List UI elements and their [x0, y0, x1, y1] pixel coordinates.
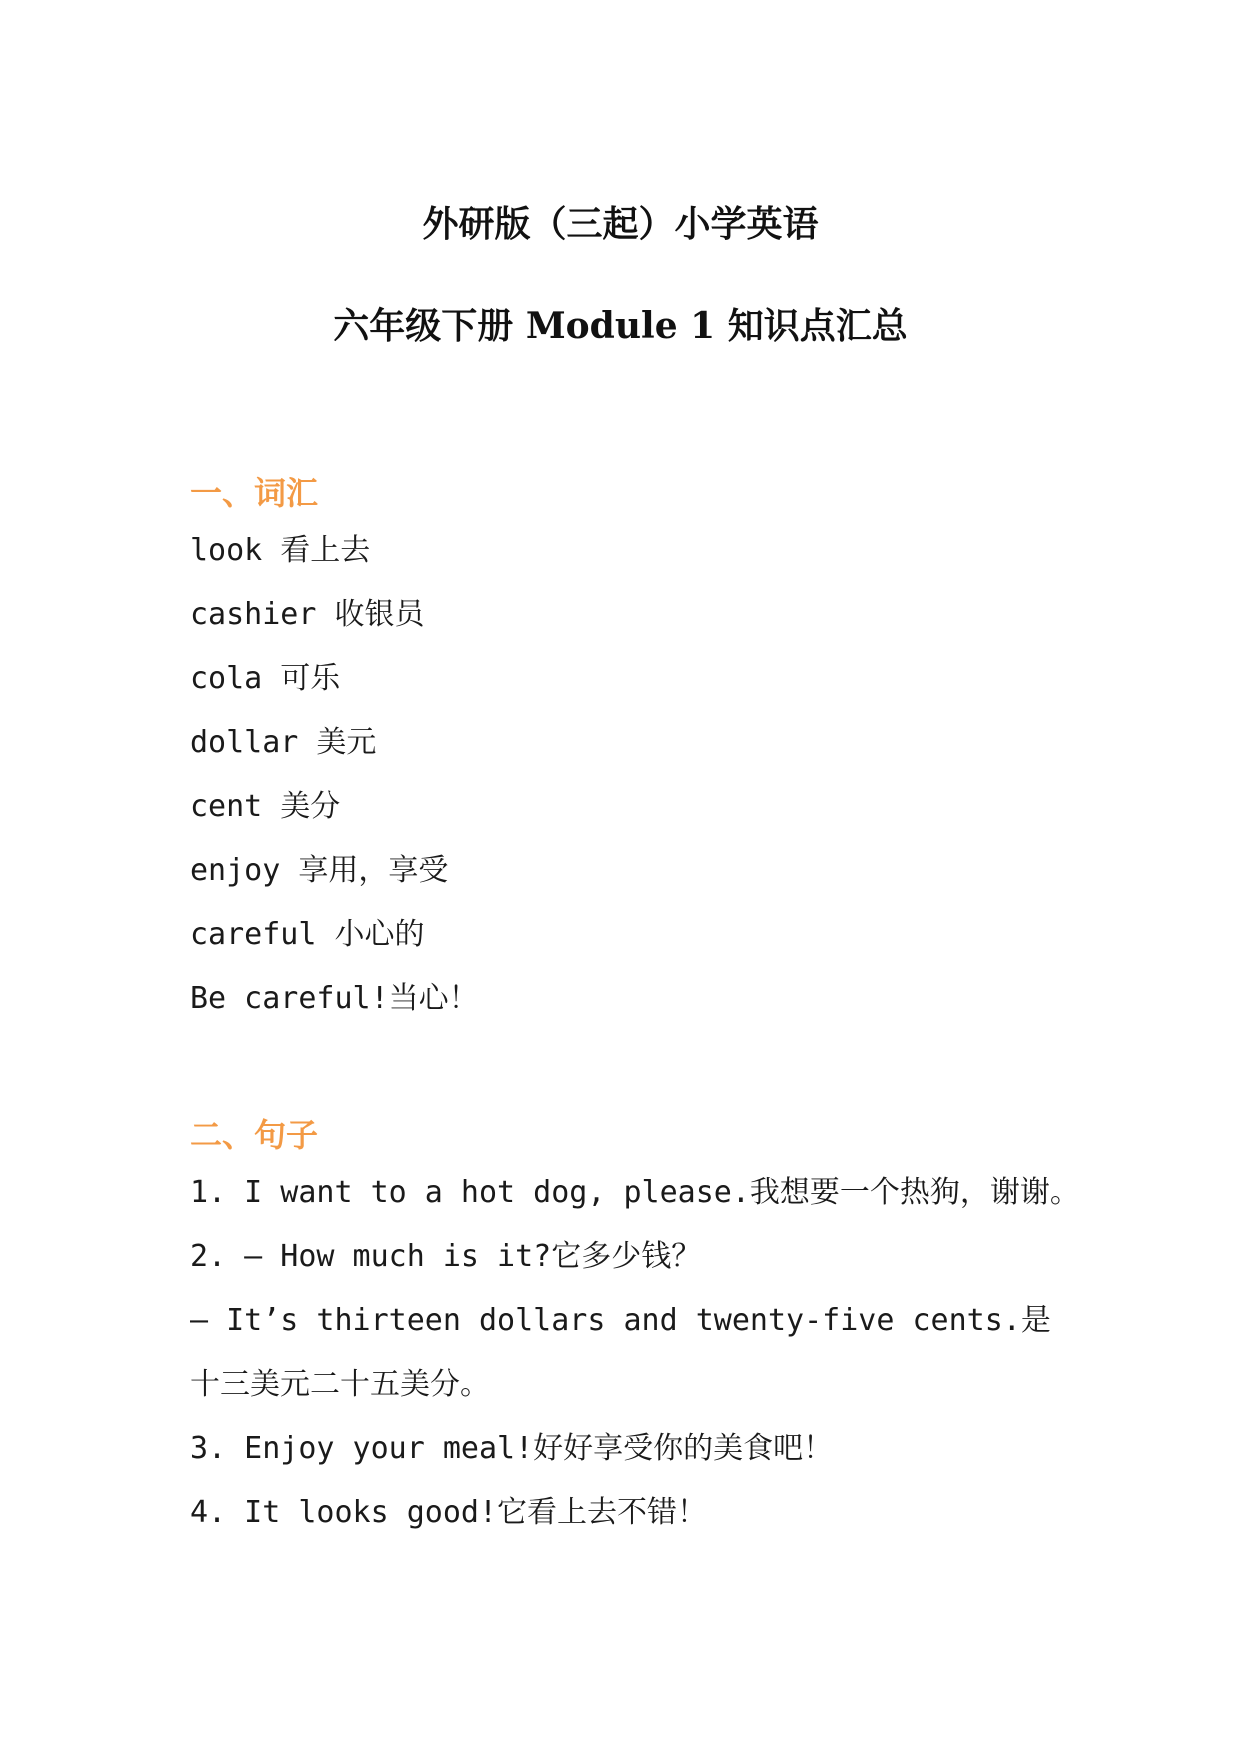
sentence-line: 3. Enjoy your meal!好好享受你的美食吧！ — [190, 1431, 834, 1466]
document-title: 外研版（三起）小学英语 — [422, 203, 819, 245]
sentence-line: — It’s thirteen dollars and twenty-five cents.是 — [190, 1303, 1051, 1338]
sentence-line: 2. — How much is it?它多少钱？ — [190, 1239, 702, 1274]
vocab-item: cent 美分 — [190, 789, 341, 824]
section-heading-vocabulary: 一、词汇 — [190, 474, 319, 512]
vocab-item: Be careful!当心！ — [190, 981, 479, 1016]
vocab-item: look 看上去 — [190, 533, 371, 568]
document-subtitle: 六年级下册 Module 1 知识点汇总 — [333, 305, 908, 347]
section-heading-sentences: 二、句子 — [190, 1116, 319, 1154]
sentence-line: 4. It looks good!它看上去不错！ — [190, 1495, 708, 1530]
vocab-item: careful 小心的 — [190, 917, 425, 952]
sentence-line: 十三美元二十五美分。 — [190, 1367, 490, 1402]
vocab-item: cashier 收银员 — [190, 597, 425, 632]
vocab-item: cola 可乐 — [190, 661, 341, 696]
sentence-line: 1. I want to a hot dog, please.我想要一个热狗，谢谢。 — [190, 1175, 1080, 1210]
vocab-item: dollar 美元 — [190, 725, 377, 760]
vocab-item: enjoy 享用，享受 — [190, 853, 449, 888]
